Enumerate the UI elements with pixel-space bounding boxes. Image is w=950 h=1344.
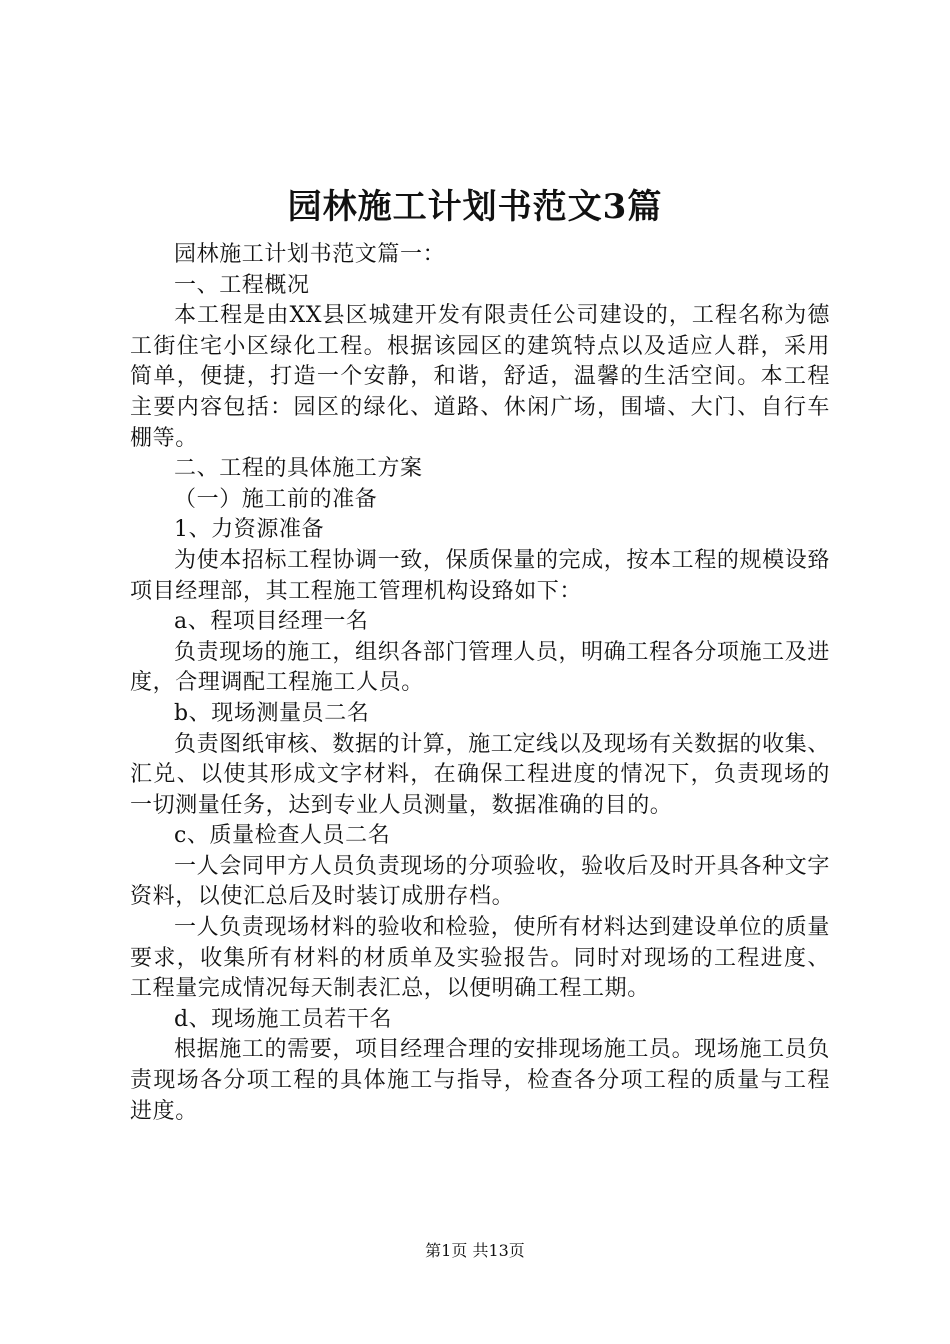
document-title: 园林施工计划书范文3篇 <box>287 187 663 227</box>
paragraph-item-resources: 1、力资源准备 <box>174 517 325 543</box>
paragraph-item-a-text: 负责现场的施工，组织各部门管理人员，明确工程各分项施工及进度，合理调配工程施工人员。 <box>130 639 830 696</box>
paragraph-item-d: d、现场施工员若干名 <box>174 1006 393 1032</box>
paragraph-article-heading: 园林施工计划书范文篇一： <box>174 242 446 267</box>
paragraph-subsection-preparation: （一）施工前的准备 <box>174 486 378 512</box>
paragraph-section-overview: 一、工程概况 <box>174 272 310 298</box>
paragraph-item-c-text-1: 一人会同甲方人员负责现场的分项验收，验收后及时开具各种文字资料，以使汇总后及时装订成册存档。 <box>130 853 830 910</box>
paragraph-item-d-text: 根据施工的需要，项目经理合理的安排现场施工员。现场施工员负责现场各分项工程的具体施工与指导，检查各分项工程的质量与工程进度。 <box>130 1037 830 1124</box>
page-number-footer: 第1页 共13页 <box>425 1241 525 1260</box>
paragraph-item-c-text-2: 一人负责现场材料的验收和检验，使所有材料达到建设单位的质量要求，收集所有材料的材质单及实验报告。同时对现场的工程进度、工程量完成情况每天制表汇总，以便明确工程工期。 <box>130 915 830 1002</box>
paragraph-item-b-text: 负责图纸审核、数据的计算，施工定线以及现场有关数据的收集、汇兑、以使其形成文字材料，在确保工程进度的情况下，负责现场的一切测量任务，达到专业人员测量，数据准确的目的。 <box>130 731 830 818</box>
paragraph-item-b: b、现场测量员二名 <box>174 700 370 726</box>
paragraph-resources-text: 为使本招标工程协调一致，保质保量的完成，按本工程的规模设臵项目经理部，其工程施工管理机构设臵如下： <box>130 547 830 604</box>
paragraph-item-a: a、程项目经理一名 <box>174 609 369 635</box>
paragraph-item-c: c、质量检查人员二名 <box>174 823 391 849</box>
paragraph-section-plan: 二、工程的具体施工方案 <box>174 456 423 482</box>
paragraph-overview-text: 本工程是由XX县区城建开发有限责任公司建设的，工程名称为德工街住宅小区绿化工程。根据该园区的建筑特点以及适应人群，采用简单，便捷，打造一个安静，和谐，舒适，温馨的生活空间。本工程主要内容包括：园区的绿化、道路、休闲广场，围墙、大门、自行车棚等。 <box>130 303 830 451</box>
document-body <box>130 240 830 1127</box>
